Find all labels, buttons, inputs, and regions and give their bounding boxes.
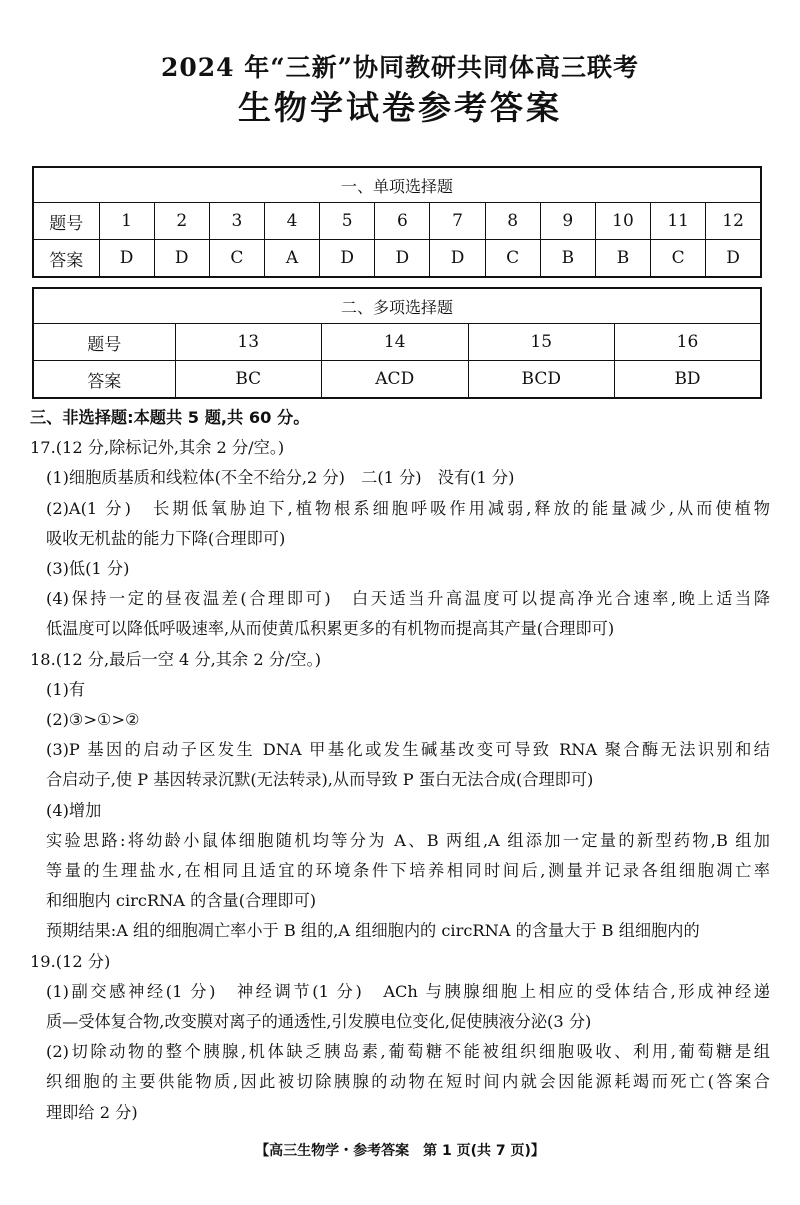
- question-number: 6: [375, 203, 430, 240]
- answer-line: (2)A(1 分) 长期低氧胁迫下,植物根系细胞呼吸作用减弱,释放的能量减少,从而使植物: [46, 498, 770, 518]
- answer-cell: A: [264, 240, 319, 278]
- answer-label: 答案: [33, 361, 175, 399]
- answer-line: 预期结果:A 组的细胞凋亡率小于 B 组的,A 组细胞内的 circRNA 的含量大于 B 组细胞内的: [46, 921, 700, 941]
- answer-cell: D: [154, 240, 209, 278]
- answer-cell: BCD: [468, 361, 615, 399]
- answer-label: 答案: [33, 240, 99, 278]
- answer-line: (2)切除动物的整个胰腺,机体缺乏胰岛素,葡萄糖不能被组织细胞吸收、利用,葡萄糖是组: [46, 1042, 770, 1062]
- question-number-label: 题号: [33, 203, 99, 240]
- page-footer: 【高三生物学・参考答案 第 1 页(共 7 页)】: [255, 1143, 545, 1159]
- answer-line: (4)增加: [46, 800, 102, 820]
- question-number: 8: [485, 203, 540, 240]
- question-number: 9: [540, 203, 595, 240]
- answer-cell: B: [540, 240, 595, 278]
- answer-cell: BD: [615, 361, 762, 399]
- answer-key-title: 生物学试卷参考答案: [238, 88, 562, 127]
- answer-cell: C: [209, 240, 264, 278]
- question-number: 11: [651, 203, 706, 240]
- answer-line: (3)低(1 分): [46, 559, 130, 579]
- single-choice-table: [32, 166, 762, 278]
- answer-line: (1)有: [46, 679, 86, 699]
- answer-cell: D: [430, 240, 485, 278]
- answer-cell: D: [706, 240, 761, 278]
- question-number: 16: [615, 324, 762, 361]
- question-number: 10: [595, 203, 650, 240]
- answer-line: 质—受体复合物,改变膜对离子的通透性,引发膜电位变化,促使胰液分泌(3 分): [46, 1012, 592, 1032]
- single-choice-heading: 一、单项选择题: [33, 167, 761, 203]
- question-number: 5: [320, 203, 375, 240]
- answer-line: (1)细胞质基质和线粒体(不全不给分,2 分) 二(1 分) 没有(1 分): [46, 468, 515, 488]
- answer-line: (3)P 基因的启动子区发生 DNA 甲基化或发生碱基改变可导致 RNA 聚合酶无法识别和结: [46, 740, 770, 760]
- answer-cell: BC: [175, 361, 322, 399]
- question-number: 14: [322, 324, 469, 361]
- question-number: 13: [175, 324, 322, 361]
- question-number: 15: [468, 324, 615, 361]
- answer-cell: B: [595, 240, 650, 278]
- answer-cell: D: [375, 240, 430, 278]
- question-number-label: 题号: [33, 324, 175, 361]
- answer-cell: ACD: [322, 361, 469, 399]
- answer-line: (4)保持一定的昼夜温差(合理即可) 白天适当升高温度可以提高净光合速率,晚上适当降: [46, 589, 770, 609]
- question-number: 4: [264, 203, 319, 240]
- answer-line: 实验思路:将幼龄小鼠体细胞随机均等分为 A、B 两组,A 组添加一定量的新型药物,B 组加: [46, 830, 770, 850]
- section3-heading: 三、非选择题:本题共 5 题,共 60 分。: [30, 408, 310, 427]
- answer-line: 理即给 2 分): [46, 1102, 138, 1122]
- answer-line: 和细胞内 circRNA 的含量(合理即可): [46, 891, 317, 911]
- answer-line: (2)③>①>②: [46, 710, 140, 730]
- multiple-choice-heading: 二、多项选择题: [33, 288, 761, 324]
- answer-cell: C: [651, 240, 706, 278]
- exam-title: 2024 年“三新”协同教研共同体高三联考: [160, 53, 640, 82]
- question-number: 12: [706, 203, 761, 240]
- multiple-choice-table: [32, 287, 762, 399]
- answer-line: 19.(12 分): [30, 951, 111, 971]
- free-response-answers: [30, 403, 770, 1128]
- answer-line: 合启动子,使 P 基因转录沉默(无法转录),从而导致 P 蛋白无法合成(合理即可): [46, 770, 594, 790]
- question-number: 7: [430, 203, 485, 240]
- answer-line: 17.(12 分,除标记外,其余 2 分/空。): [30, 438, 285, 458]
- answer-line: (1)副交感神经(1 分) 神经调节(1 分) ACh 与胰腺细胞上相应的受体结合,形成神经递: [46, 981, 770, 1001]
- answer-cell: C: [485, 240, 540, 278]
- answer-line: 织细胞的主要供能物质,因此被切除胰腺的动物在短时间内就会因能源耗竭而死亡(答案合: [46, 1072, 770, 1092]
- answer-line: 吸收无机盐的能力下降(合理即可): [46, 528, 286, 548]
- answer-line: 等量的生理盐水,在相同且适宜的环境条件下培养相同时间后,测量并记录各组细胞凋亡率: [46, 861, 770, 881]
- answer-line: 低温度可以降低呼吸速率,从而使黄瓜积累更多的有机物而提高其产量(合理即可): [46, 619, 615, 639]
- question-number: 3: [209, 203, 264, 240]
- answer-cell: D: [320, 240, 375, 278]
- answer-cell: D: [99, 240, 154, 278]
- question-number: 1: [99, 203, 154, 240]
- answer-line: 18.(12 分,最后一空 4 分,其余 2 分/空。): [30, 649, 322, 669]
- question-number: 2: [154, 203, 209, 240]
